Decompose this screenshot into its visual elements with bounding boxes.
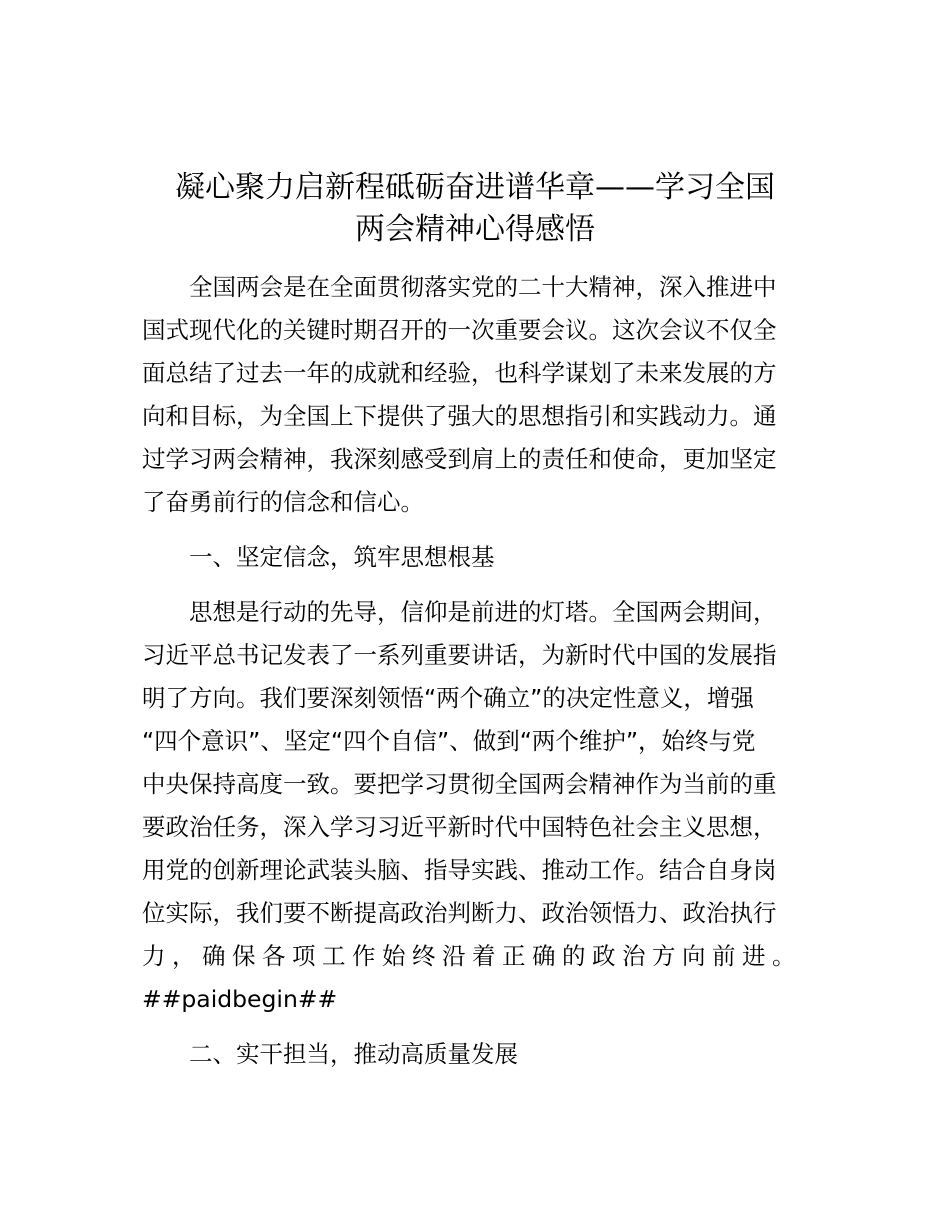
paragraph-line: 了奋勇前行的信念和信心。 (142, 488, 424, 516)
document-body (142, 266, 810, 1076)
document-title-line-1: 凝心聚力启新程砥砺奋进谱华章——学习全国 (175, 170, 775, 205)
paragraph-line: 过学习两会精神，我深刻感受到肩上的责任和使命，更加坚定 (142, 445, 777, 473)
paragraph-line: 中央保持高度一致。要把学习贯彻全国两会精神作为当前的重 (142, 770, 777, 798)
paragraph-line: 用党的创新理论武装头脑、指导实践、推动工作。结合自身岗 (142, 856, 777, 884)
document-title-line-2: 两会精神心得感悟 (355, 212, 595, 247)
paragraph-line: “四个意识”、坚定“四个自信”、做到“两个维护”，始终与党 (142, 727, 756, 755)
paragraph-line: 位实际，我们要不断提高政治判断力、政治领悟力、政治执行 (142, 899, 777, 927)
paragraph-line: 习近平总书记发表了一系列重要讲话，为新时代中国的发展指 (142, 641, 777, 669)
paragraph-line: 国式现代化的关键时期召开的一次重要会议。这次会议不仅全 (142, 316, 777, 344)
paragraph-line: 向和目标，为全国上下提供了强大的思想指引和实践动力。通 (142, 402, 777, 430)
paragraph-line: 全国两会是在全面贯彻落实党的二十大精神，深入推进中 (189, 273, 777, 301)
paragraph-line: 要政治任务，深入学习习近平新时代中国特色社会主义思想， (142, 813, 777, 841)
paragraph-line: 明了方向。我们要深刻领悟“两个确立”的决定性意义，增强 (142, 684, 754, 712)
section-heading: 二、实干担当，推动高质量发展 (189, 1040, 518, 1068)
paragraph-line: 力，确保各项工作始终沿着正确的政治方向前进。 (142, 942, 802, 970)
section-heading: 一、坚定信念，筑牢思想根基 (189, 543, 495, 571)
paragraph-line: 思想是行动的先导，信仰是前进的灯塔。全国两会期间， (189, 598, 777, 626)
paragraph-line: 面总结了过去一年的成就和经验，也科学谋划了未来发展的方 (142, 359, 777, 387)
paid-marker: ##paidbegin## (142, 985, 338, 1013)
